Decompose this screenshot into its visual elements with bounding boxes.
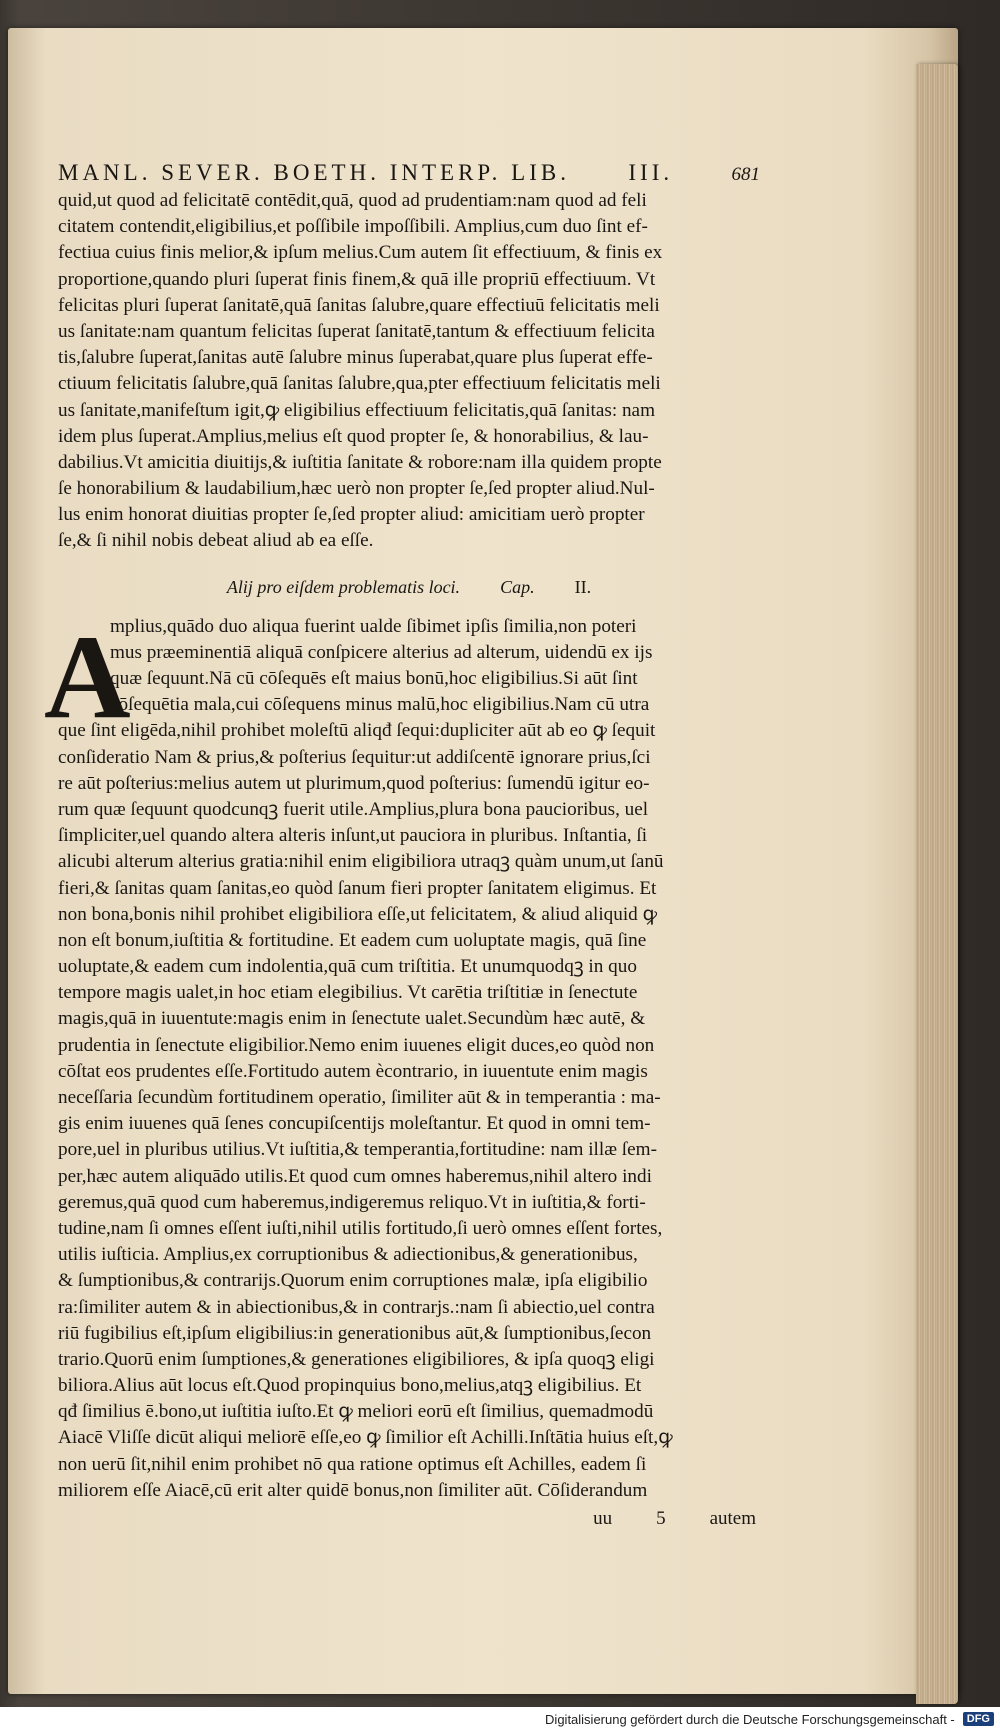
text-line: cōſequētia mala,cui cōſequens minus malū,hoc eligibilius.Nam cū utra xyxy=(110,694,650,716)
signature-number: 5 xyxy=(656,1508,666,1529)
chapter-number: II. xyxy=(574,576,592,597)
text-line: quæ ſequunt.Nā cū cōſequēs eſt maius bonū,hoc eligibilius.Si aūt ſint xyxy=(110,668,638,689)
text-line: qđ ſimilius ē.bono,ut iuſtitia iuſto.Et ꝙ meliori eorū eſt ſimilius, quemadmodū xyxy=(58,1401,654,1423)
text-line: citatem contendit,eligibilius,et poſſibile impoſſibili. Amplius,cum duo ſint ef- xyxy=(58,216,648,238)
text-line: & ſumptionibus,& contrarijs.Quorum enim corruptiones malæ, ipſa eligibilio xyxy=(58,1270,648,1292)
text-line: que ſint eligēda,nihil prohibet moleſtū aliqđ ſequi:dupliciter aūt ab eo ꝙ ſequit xyxy=(58,720,656,742)
text-line: geremus,quā quod cum haberemus,indigeremus reliquo.Vt in iuſtitia,& forti- xyxy=(58,1191,646,1213)
text-line: lus enim honorat diuitias propter ſe,ſed propter aliud: amicitiam uerò propter xyxy=(58,504,645,526)
dfg-logo: DFG xyxy=(963,1712,994,1726)
paragraph-2-lines xyxy=(58,614,760,1504)
text-line: magis,quā in iuuentute:magis enim in ſenectute ualet.Secundùm hæc autē, & xyxy=(58,1008,646,1030)
text-line: ra:ſimiliter autem & in abiectionibus,& in contrarjs.:nam ſi abiectio,uel contra xyxy=(58,1296,655,1318)
text-block xyxy=(44,160,760,1530)
paragraph-1 xyxy=(58,188,760,555)
page-edges xyxy=(916,64,958,1704)
text-line: fectiua cuius finis melior,& ipſum melius.Cum autem ſit effectiuum, & finis ex xyxy=(58,242,663,264)
text-line: mus præeminentiā aliquā conſpicere alterius ad alterum, uidendū ex ijs xyxy=(110,641,653,663)
catchword: autem xyxy=(709,1508,756,1529)
folio-number: 681 xyxy=(731,164,760,185)
signature-mark: uu xyxy=(593,1508,613,1529)
text-line: tempore magis ualet,in hoc etiam elegibilius. Vt carētia triſtitiæ in ſenectute xyxy=(58,982,638,1004)
text-line: non uerū ſit,nihil enim prohibet nō qua ratione optimus eſt Achilles, eadem ſi xyxy=(58,1453,647,1475)
signature-line xyxy=(58,1508,760,1530)
text-line: felicitas pluri ſuperat ſanitatē,quā ſanitas ſalubre,quare effectiuū felicitatis meli xyxy=(58,294,660,316)
text-line: miliorem eſſe Aiacē,cū erit alter quidē bonus,non ſimiliter aūt. Cōſiderandum xyxy=(58,1479,648,1501)
text-line: dabilius.Vt amicitia diuitijs,& iuſtitia ſanitate & robore:nam illa quidem propte xyxy=(58,451,662,473)
text-line: proportione,quando pluri ſuperat finis finem,& quā ille propriū effectiuum. Vt xyxy=(58,268,656,290)
text-line: riū fugibilius eſt,ipſum eligibilius:in generationibus aūt,& ſumptionibus,ſecon xyxy=(58,1322,652,1344)
section-title: Alij pro eiſdem problematis loci. xyxy=(226,576,461,597)
text-line: non bona,bonis nihil prohibet eligibiliora eſſe,ut felicitatem, & aliud aliquid ꝙ xyxy=(58,903,657,925)
text-line: uoluptate,& eadem cum indolentia,quā cum triſtitia. Et unumquodqꝫ in quo xyxy=(58,956,637,978)
text-line: idem plus ſuperat.Amplius,melius eſt quod propter ſe, & honorabilius, & lau- xyxy=(58,425,649,447)
text-line: us ſanitate:nam quantum felicitas ſuperat ſanitatē,tantum & effectiuum felicita xyxy=(58,320,655,342)
text-line: biliora.Alius aūt locus eſt.Quod propinquius bono,melius,atqꝫ eligibilius. Et xyxy=(58,1375,642,1397)
running-head-title: MANL. SEVER. BOETH. INTERP. LIB. xyxy=(58,160,570,185)
text-line: per,hæc autem aliquādo utilis.Et quod cum omnes haberemus,nihil altero indi xyxy=(58,1165,652,1187)
text-line: rum quæ ſequunt quodcunqꝫ fuerit utile.Amplius,plura bona paucioribus, uel xyxy=(58,798,649,820)
text-line: trario.Quorū enim ſumptiones,& generationes eligibiliores, & ipſa quoqꝫ eligi xyxy=(58,1348,655,1370)
text-line: pore,uel in pluribus utilius.Vt iuſtitia,& temperantia,fortitudine: nam illæ ſem- xyxy=(58,1139,657,1161)
text-line: prudentia in ſenectute eligibilior.Nemo enim iuuenes eligit duces,eo quòd non xyxy=(58,1034,655,1056)
text-line: non eſt bonum,iuſtitia & fortitudine. Et eadem cum uoluptate magis, quā ſine xyxy=(58,929,647,951)
text-line: cōſtat eos prudentes eſſe.Fortitudo autem ècontrario, in iuuentute enim magis xyxy=(58,1060,648,1082)
text-line: fieri,& ſanitas quam ſanitas,eo quòd ſanum fieri propter ſanitatem eligimus. Et xyxy=(58,877,657,899)
text-line: utilis iuſticia. Amplius,ex corruptionibus & adiectionibus,& generationibus, xyxy=(58,1244,638,1266)
text-line: Aiacē Vliſſe dicūt aliqui meliorē eſſe,eo ꝙ ſimilior eſt Achilli.Inſtātia huius eſt,ꝙ xyxy=(58,1427,673,1449)
text-line: ſe,& ſi nihil nobis debeat aliud ab ea eſſe. xyxy=(58,530,374,552)
digitization-footer xyxy=(0,1707,1000,1731)
text-line: conſideratio Nam & prius,& poſterius ſequitur:ut addiſcentē ignorare prius,ſci xyxy=(58,746,651,768)
text-line: mplius,quādo duo aliqua fuerint ualde ſibimet ipſis ſimilia,non poteri xyxy=(110,615,637,637)
text-line: alicubi alterum alterius gratia:nihil enim eligibiliora utraqꝫ quàm unum,ut ſanū xyxy=(58,851,664,873)
text-line: ſe honorabilium & laudabilium,hæc uerò non propter ſe,ſed propter aliud.Nul- xyxy=(58,478,655,500)
text-line: gis enim iuuenes quā ſenes concupiſcentijs moleſtantur. Et quod in omni tem- xyxy=(58,1113,651,1135)
text-line: quid,ut quod ad felicitatē contēdit,quā, quod ad prudentiam:nam quod ad feli xyxy=(58,190,647,211)
running-head-book: III. xyxy=(628,160,674,185)
text-line: tis,ſalubre ſuperat,ſanitas autē ſalubre minus ſuperabat,quare plus ſuperat effe- xyxy=(58,347,653,369)
text-line: tudine,nam ſi omnes eſſent iuſti,nihil utilis fortitudo,ſi uerò omnes eſſent fortes, xyxy=(58,1217,663,1239)
text-line: ctiuum felicitatis ſalubre,quā ſanitas ſalubre,qua,pter effectiuum felicitatis meli xyxy=(58,373,661,395)
text-line: re aūt poſterius:melius autem ut plurimum,quod poſterius: ſumendū igitur eo- xyxy=(58,772,650,794)
text-line: ſimpliciter,uel quando altera alteris inſunt,ut pauciora in pluribus. Inſtantia, ſi xyxy=(58,825,648,847)
running-head xyxy=(58,160,760,186)
chapter-label: Cap. xyxy=(500,576,535,597)
drop-initial: A xyxy=(44,609,131,743)
text-line: us ſanitate,manifeſtum igit,ꝙ eligibilius effectiuum felicitatis,quā ſanitas: nam xyxy=(58,399,655,421)
paragraph-2 xyxy=(44,609,760,1504)
text-line: neceſſaria ſecundùm fortitudinem operatio, ſimiliter aūt & in temperantia : ma- xyxy=(58,1087,661,1108)
section-heading xyxy=(58,577,760,598)
footer-text: Digitalisierung gefördert durch die Deutsche Forschungsgemeinschaft - xyxy=(545,1711,955,1727)
